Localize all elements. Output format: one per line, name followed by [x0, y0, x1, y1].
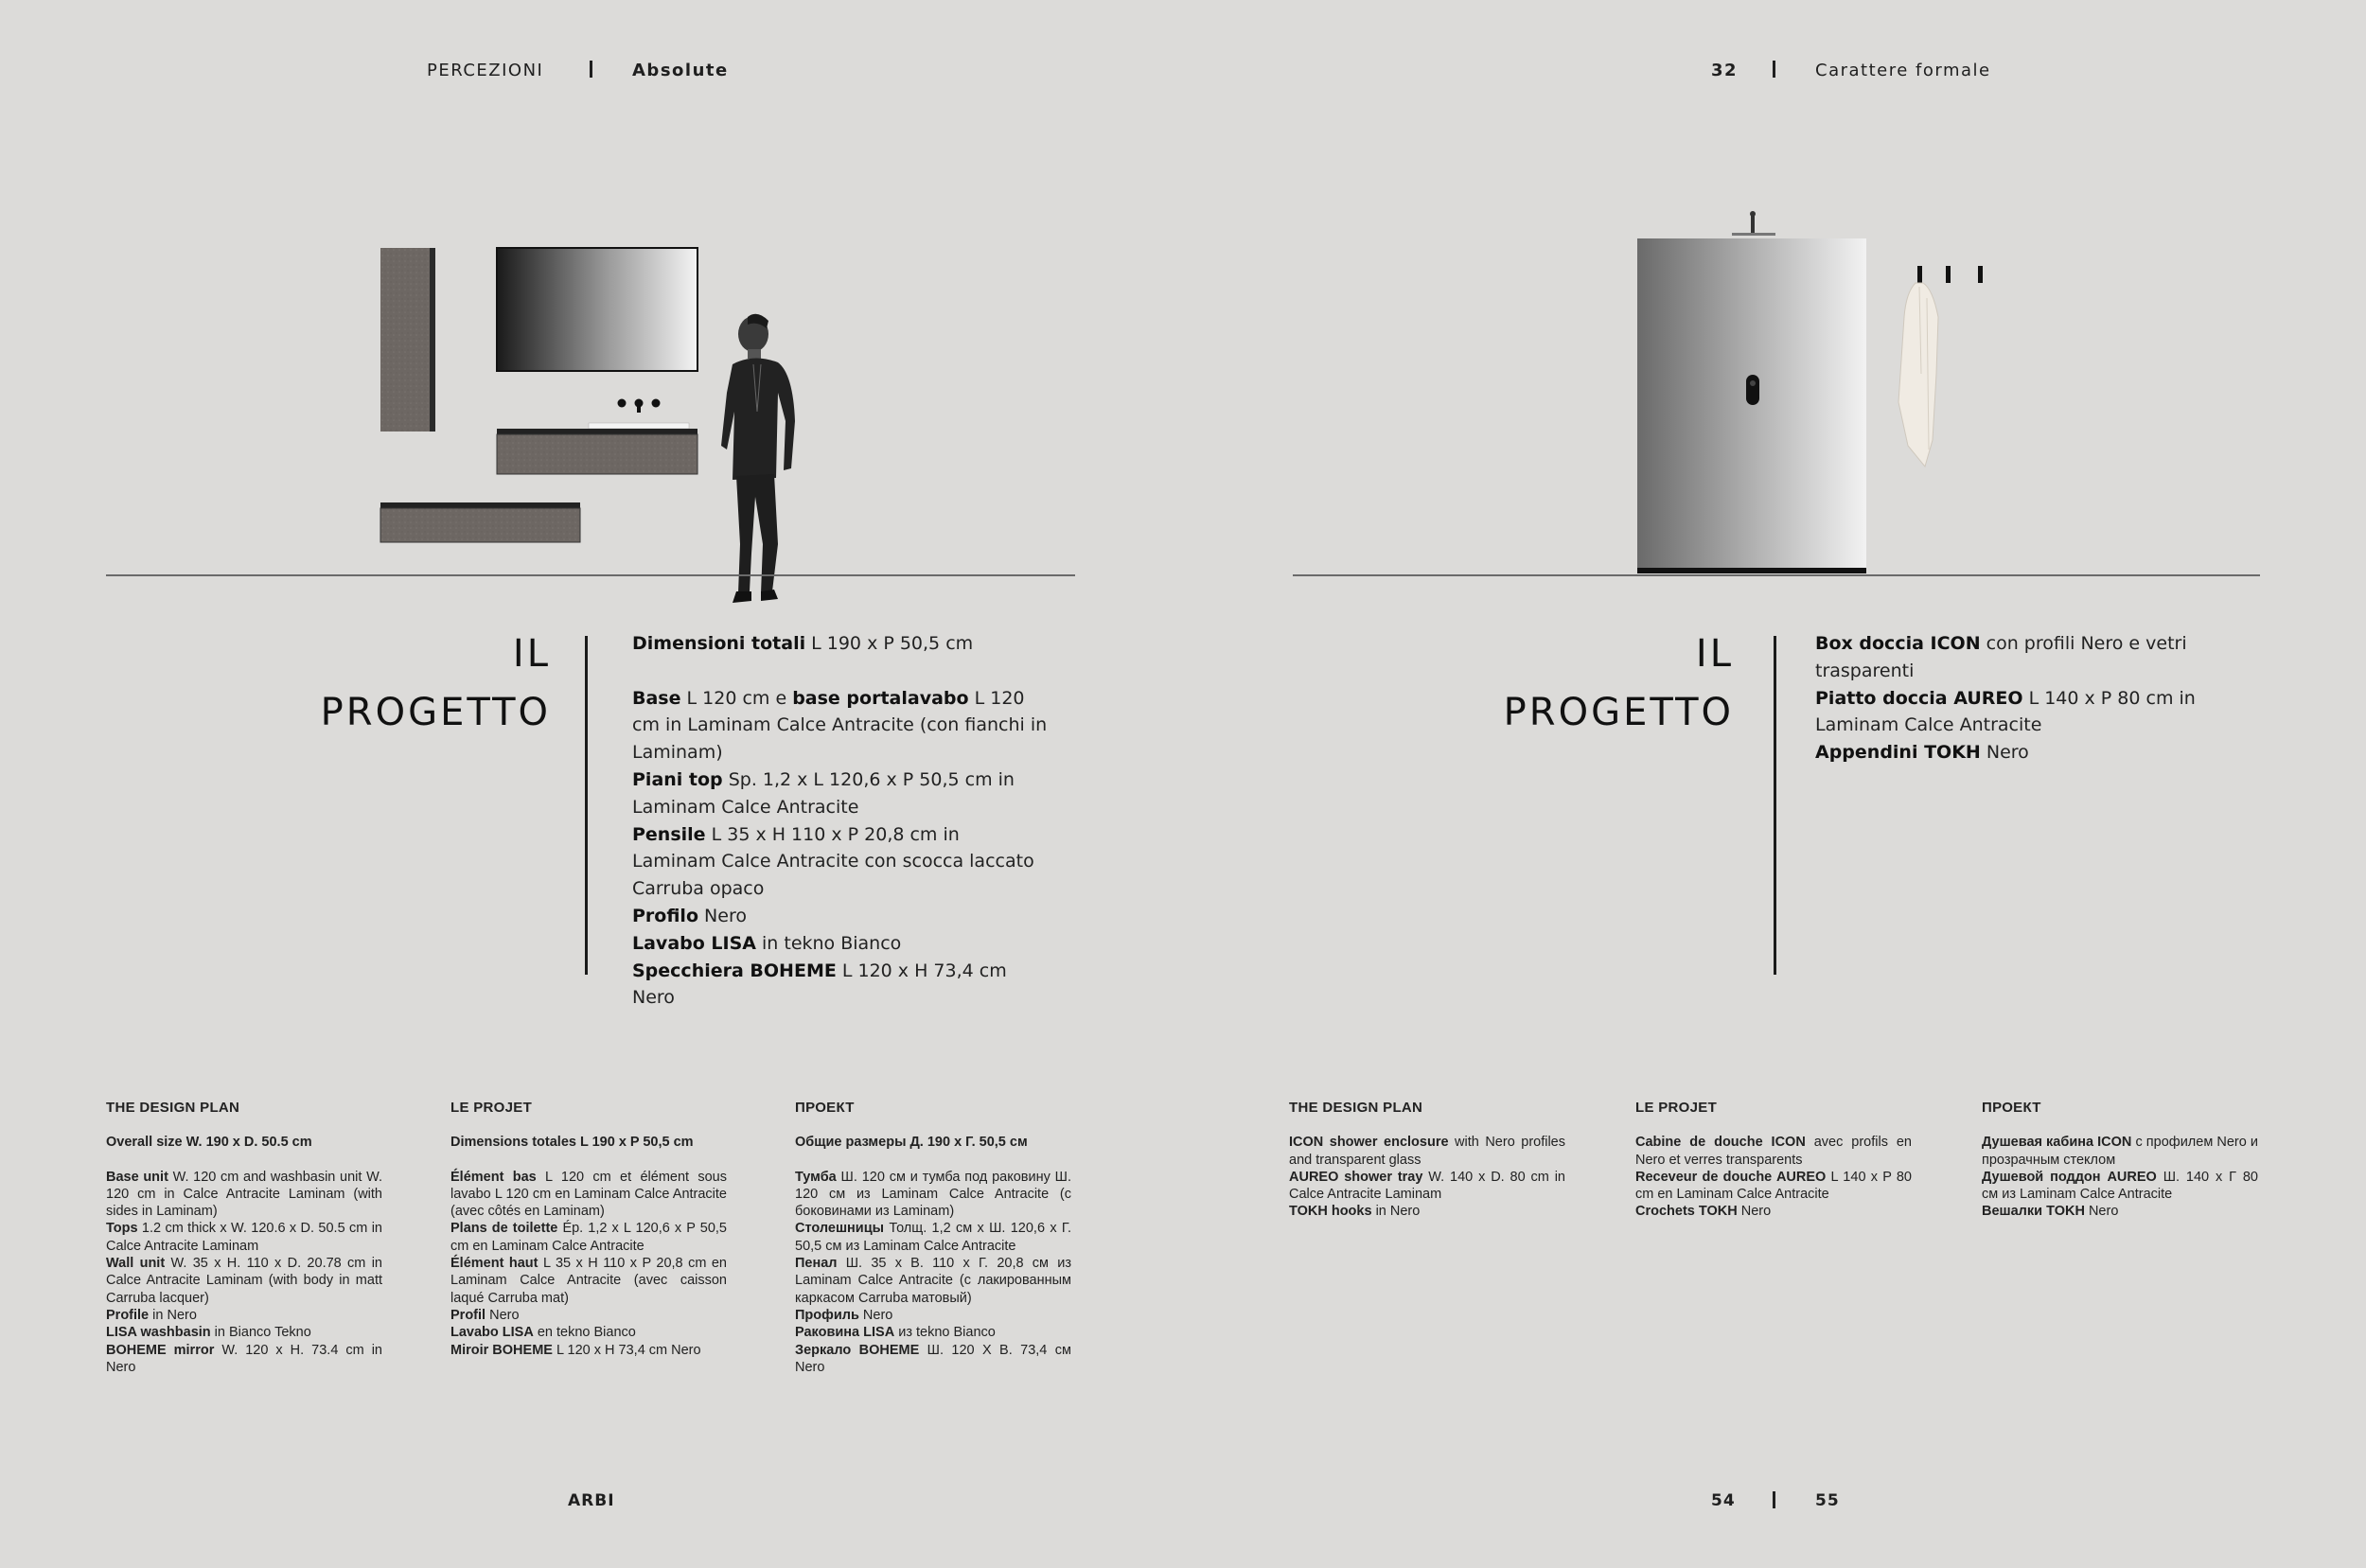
project-heading	[246, 625, 551, 742]
spec-item: Base L 120 cm e base portalavabo L 120 cm in Laminam Calce Antracite (con fianchi in Laminam)	[632, 687, 1048, 764]
mirror	[497, 248, 697, 371]
spec-item: Profilo Nero	[632, 905, 747, 926]
bathrobe-hooks-illustration	[1883, 260, 1987, 478]
translation-column-en: THE DESIGN PLAN ICON shower enclosure with Nero profiles and transparent glass AUREO shower tray W. 140 x D. 80 cm in Calce Antracite Laminam TOKH hooks in Nero	[1289, 1100, 1565, 1220]
heading-line2: PROGETTO	[320, 691, 551, 734]
heading-line1: IL	[512, 632, 551, 676]
header-separator	[590, 61, 592, 78]
project-heading	[1429, 625, 1734, 742]
spec-item: Piani top Sp. 1,2 x L 120,6 x P 50,5 cm in Laminam Calce Antracite	[632, 768, 1015, 818]
translation-column-ru: ПРОЕКТ Общие размеры Д. 190 х Г. 50,5 см Тумба Ш. 120 см и тумба под раковину Ш. 120 см из Laminam Calce Antracite (с боковинами из Laminam) Столешницы Толщ. 1,2 см х Ш. 120,6 х Г. 50,5 см из Laminam Calce Antracite Пенал Ш. 35 х В. 110 х Г. 20,8 см из Laminam Calce Antracite (с лакированным каркасом Carruba матовый) Профиль Nero Раковина LISA из tekno Bianco Зеркало BOHEME Ш. 120 Х В. 73,4 см Nero	[795, 1100, 1071, 1375]
translation-column-fr: LE PROJET Cabine de douche ICON avec profils en Nero et verres transparents Receveur de douche AUREO L 140 x P 80 cm en Laminam Calce Antracite Crochets TOKH Nero	[1635, 1100, 1912, 1220]
heading-divider	[585, 636, 588, 975]
translation-column-fr: LE PROJET Dimensions totales L 190 x P 50,5 cm Élément bas L 120 cm et élément sous lavabo L 120 cm en Laminam Calce Antracite (avec côtés en Laminam) Plans de toilette Ép. 1,2 x L 120,6 x P 50,5 cm en Laminam Calce Antracite Élément haut L 35 x H 110 x P 20,8 cm en Laminam Calce Antracite (avec caisson laqué Carruba mat) Profil Nero Lavabo LISA en tekno Bianco Miroir BOHEME L 120 x H 73,4 cm Nero	[450, 1100, 727, 1358]
heading-line1: IL	[1695, 632, 1734, 676]
floor-line	[106, 574, 1075, 576]
base-unit	[380, 508, 580, 542]
header-section: PERCEZIONI	[427, 61, 544, 80]
translation-column-en: THE DESIGN PLAN Overall size W. 190 x D. 50.5 cm Base unit W. 120 cm and washbasin unit W. 120 cm in Calce Antracite Laminam (with sides in Laminam) Tops 1.2 cm thick x W. 120.6 x D. 50.5 cm in Calce Antracite Laminam Wall unit W. 35 x H. 110 x D. 20.78 cm in Calce Antracite Laminam (with body in matt Carruba lacquer) Profile in Nero LISA washbasin in Bianco Tekno BOHEME mirror W. 120 x H. 73.4 cm in Nero	[106, 1100, 382, 1375]
spec-list	[632, 630, 1049, 1012]
spec-item: Pensile L 35 x H 110 x P 20,8 cm in Laminam Calce Antracite con scocca laccato Carruba opaco	[632, 823, 1034, 900]
hook-icon	[1946, 266, 1951, 283]
floor-line	[1293, 574, 2260, 576]
hook-icon	[1917, 266, 1922, 283]
header-separator	[1773, 61, 1775, 78]
footer-page-left: 54	[1711, 1491, 1736, 1510]
footer-separator	[1773, 1491, 1775, 1508]
spec-item: Piatto doccia AUREO L 140 x P 80 cm in Laminam Calce Antracite	[1815, 687, 2196, 736]
footer-page-right: 55	[1815, 1491, 1840, 1510]
header-title: Carattere formale	[1815, 61, 1991, 80]
spec-item: Lavabo LISA in tekno Bianco	[632, 932, 902, 954]
header-page-number: 32	[1711, 61, 1739, 80]
washbasin-unit	[497, 434, 697, 474]
header-title: Absolute	[632, 61, 729, 80]
washbasin	[589, 423, 689, 429]
heading-line2: PROGETTO	[1503, 691, 1734, 734]
spec-item: Specchiera BOHEME L 120 x H 73,4 cm Nero	[632, 960, 1007, 1009]
bathrobe	[1898, 283, 1938, 467]
spec-item: Dimensioni totali L 190 x P 50,5 cm	[632, 633, 974, 654]
spec-item: Box doccia ICON con profili Nero e vetri trasparenti	[1815, 633, 2187, 681]
hook-icon	[1978, 266, 1983, 283]
spec-item: Appendini TOKH Nero	[1815, 742, 2029, 764]
shower-tray	[1637, 568, 1866, 573]
translation-column-ru: ПРОЕКТ Душевая кабина ICON с профилем Nero и прозрачным стеклом Душевой поддон AUREO Ш. 140 х Г 80 см из Laminam Calce Antracite Вешалки TOKH Nero	[1982, 1100, 2258, 1220]
shower-handle	[1746, 375, 1759, 405]
heading-divider	[1774, 636, 1776, 975]
footer-brand: ARBI	[568, 1491, 615, 1510]
wall-unit	[380, 248, 435, 432]
spec-list	[1815, 630, 2232, 766]
man-figure-illustration	[719, 308, 823, 610]
